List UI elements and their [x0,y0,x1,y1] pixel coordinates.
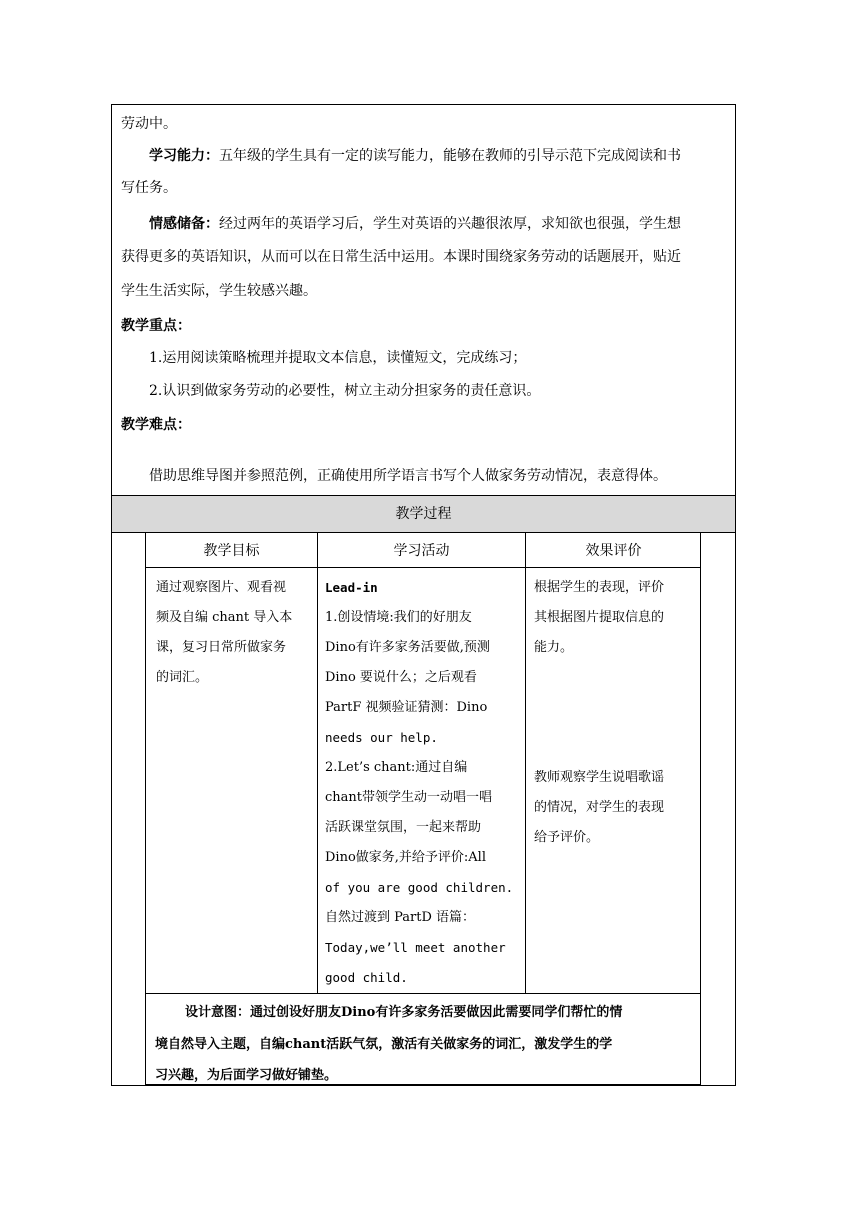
activity-line: Today,we’ll meet another [325,940,506,955]
design-row-divider [145,993,701,994]
activity-line: needs our help. [325,730,438,745]
key-point-2: 2.认识到做家务劳动的必要性，树立主动分担家务的责任意识。 [149,383,541,399]
difficult-points-text: 借助思维导图并参照范例，正确使用所学语言书写个人做家务劳动情况，表意得体。 [149,468,667,484]
activity-line: 活跃课堂氛围，一起来帮助 [325,820,482,835]
goal-line: 课，复习日常所做家务 [156,640,287,655]
activity-line: 自然过渡到 PartD 语篇： [325,910,476,925]
activity-line: 2.Let’s chant:通过自编 [325,760,468,775]
emotion-text: 经过两年的英语学习后，学生对英语的兴趣很浓厚，求知欲也很强，学生想 [219,216,681,232]
activity-line: Dino有许多家务活要做,预测 [325,640,490,655]
design-intent-line-2: 境自然导入主题，自编chant活跃气氛，激活有关做家务的词汇，激发学生的学 [155,1037,613,1052]
inner-left-border [145,533,146,1085]
goal-line: 通过观察图片、观看视 [156,580,287,595]
activity-line: Dino 要说什么；之后观看 [325,670,477,685]
activity-line: chant带领学生动一动唱一唱 [325,790,493,805]
learning-ability-text: 五年级的学生具有一定的读写能力，能够在教师的引导示范下完成阅读和书 [219,148,681,164]
learning-ability-line-1 [149,146,681,166]
eval-line: 的情况，对学生的表现 [534,800,665,815]
teaching-process-band: 教学过程 [112,496,735,533]
learning-ability-line-2: 写任务。 [121,180,177,196]
emotion-line-3: 学生生活实际，学生较感兴趣。 [121,283,317,299]
activity-line: of you are good children. [325,880,514,895]
eval-line: 根据学生的表现，评价 [534,580,665,595]
goal-line: 频及自编 chant 导入本 [156,610,293,625]
key-points-heading: 教学重点： [121,318,191,334]
emotion-line-1 [149,214,681,234]
header-learning-activity: 学习活动 [393,543,450,559]
eval-line: 能力。 [534,640,574,655]
goal-line: 的词汇。 [156,670,209,685]
eval-line: 教师观察学生说唱歌谣 [534,770,665,785]
key-point-1: 1.运用阅读策略梳理并提取文本信息，读懂短文，完成练习； [149,350,527,366]
header-effect-evaluation: 效果评价 [585,543,642,559]
difficult-points-heading: 教学难点： [121,417,191,433]
design-intent-line-1: 设计意图：通过创设好朋友Dino有许多家务活要做因此需要同学们帮忙的情 [185,1005,623,1020]
emotion-label: 情感储备： [149,216,219,232]
activity-line: 1.创设情境:我们的好朋友 [325,610,472,625]
continuation-text: 劳动中。 [121,116,177,132]
design-intent-line-3: 习兴趣，为后面学习做好铺垫。 [155,1068,338,1083]
activity-line: Dino做家务,并给予评价:All [325,850,486,865]
learning-ability-label: 学习能力： [149,148,219,164]
column-divider-2 [525,533,526,993]
emotion-line-2: 获得更多的英语知识，从而可以在日常生活中运用。本课时围绕家务劳动的话题展开，贴近 [121,249,681,265]
column-divider-1 [317,533,318,993]
activity-line: PartF 视频验证猜测：Dino [325,700,488,715]
activity-title: Lead-in [325,580,378,595]
header-teaching-goal: 教学目标 [203,543,260,559]
eval-line: 给予评价。 [534,830,600,845]
activity-line: good child. [325,970,408,985]
eval-line: 其根据图片提取信息的 [534,610,665,625]
